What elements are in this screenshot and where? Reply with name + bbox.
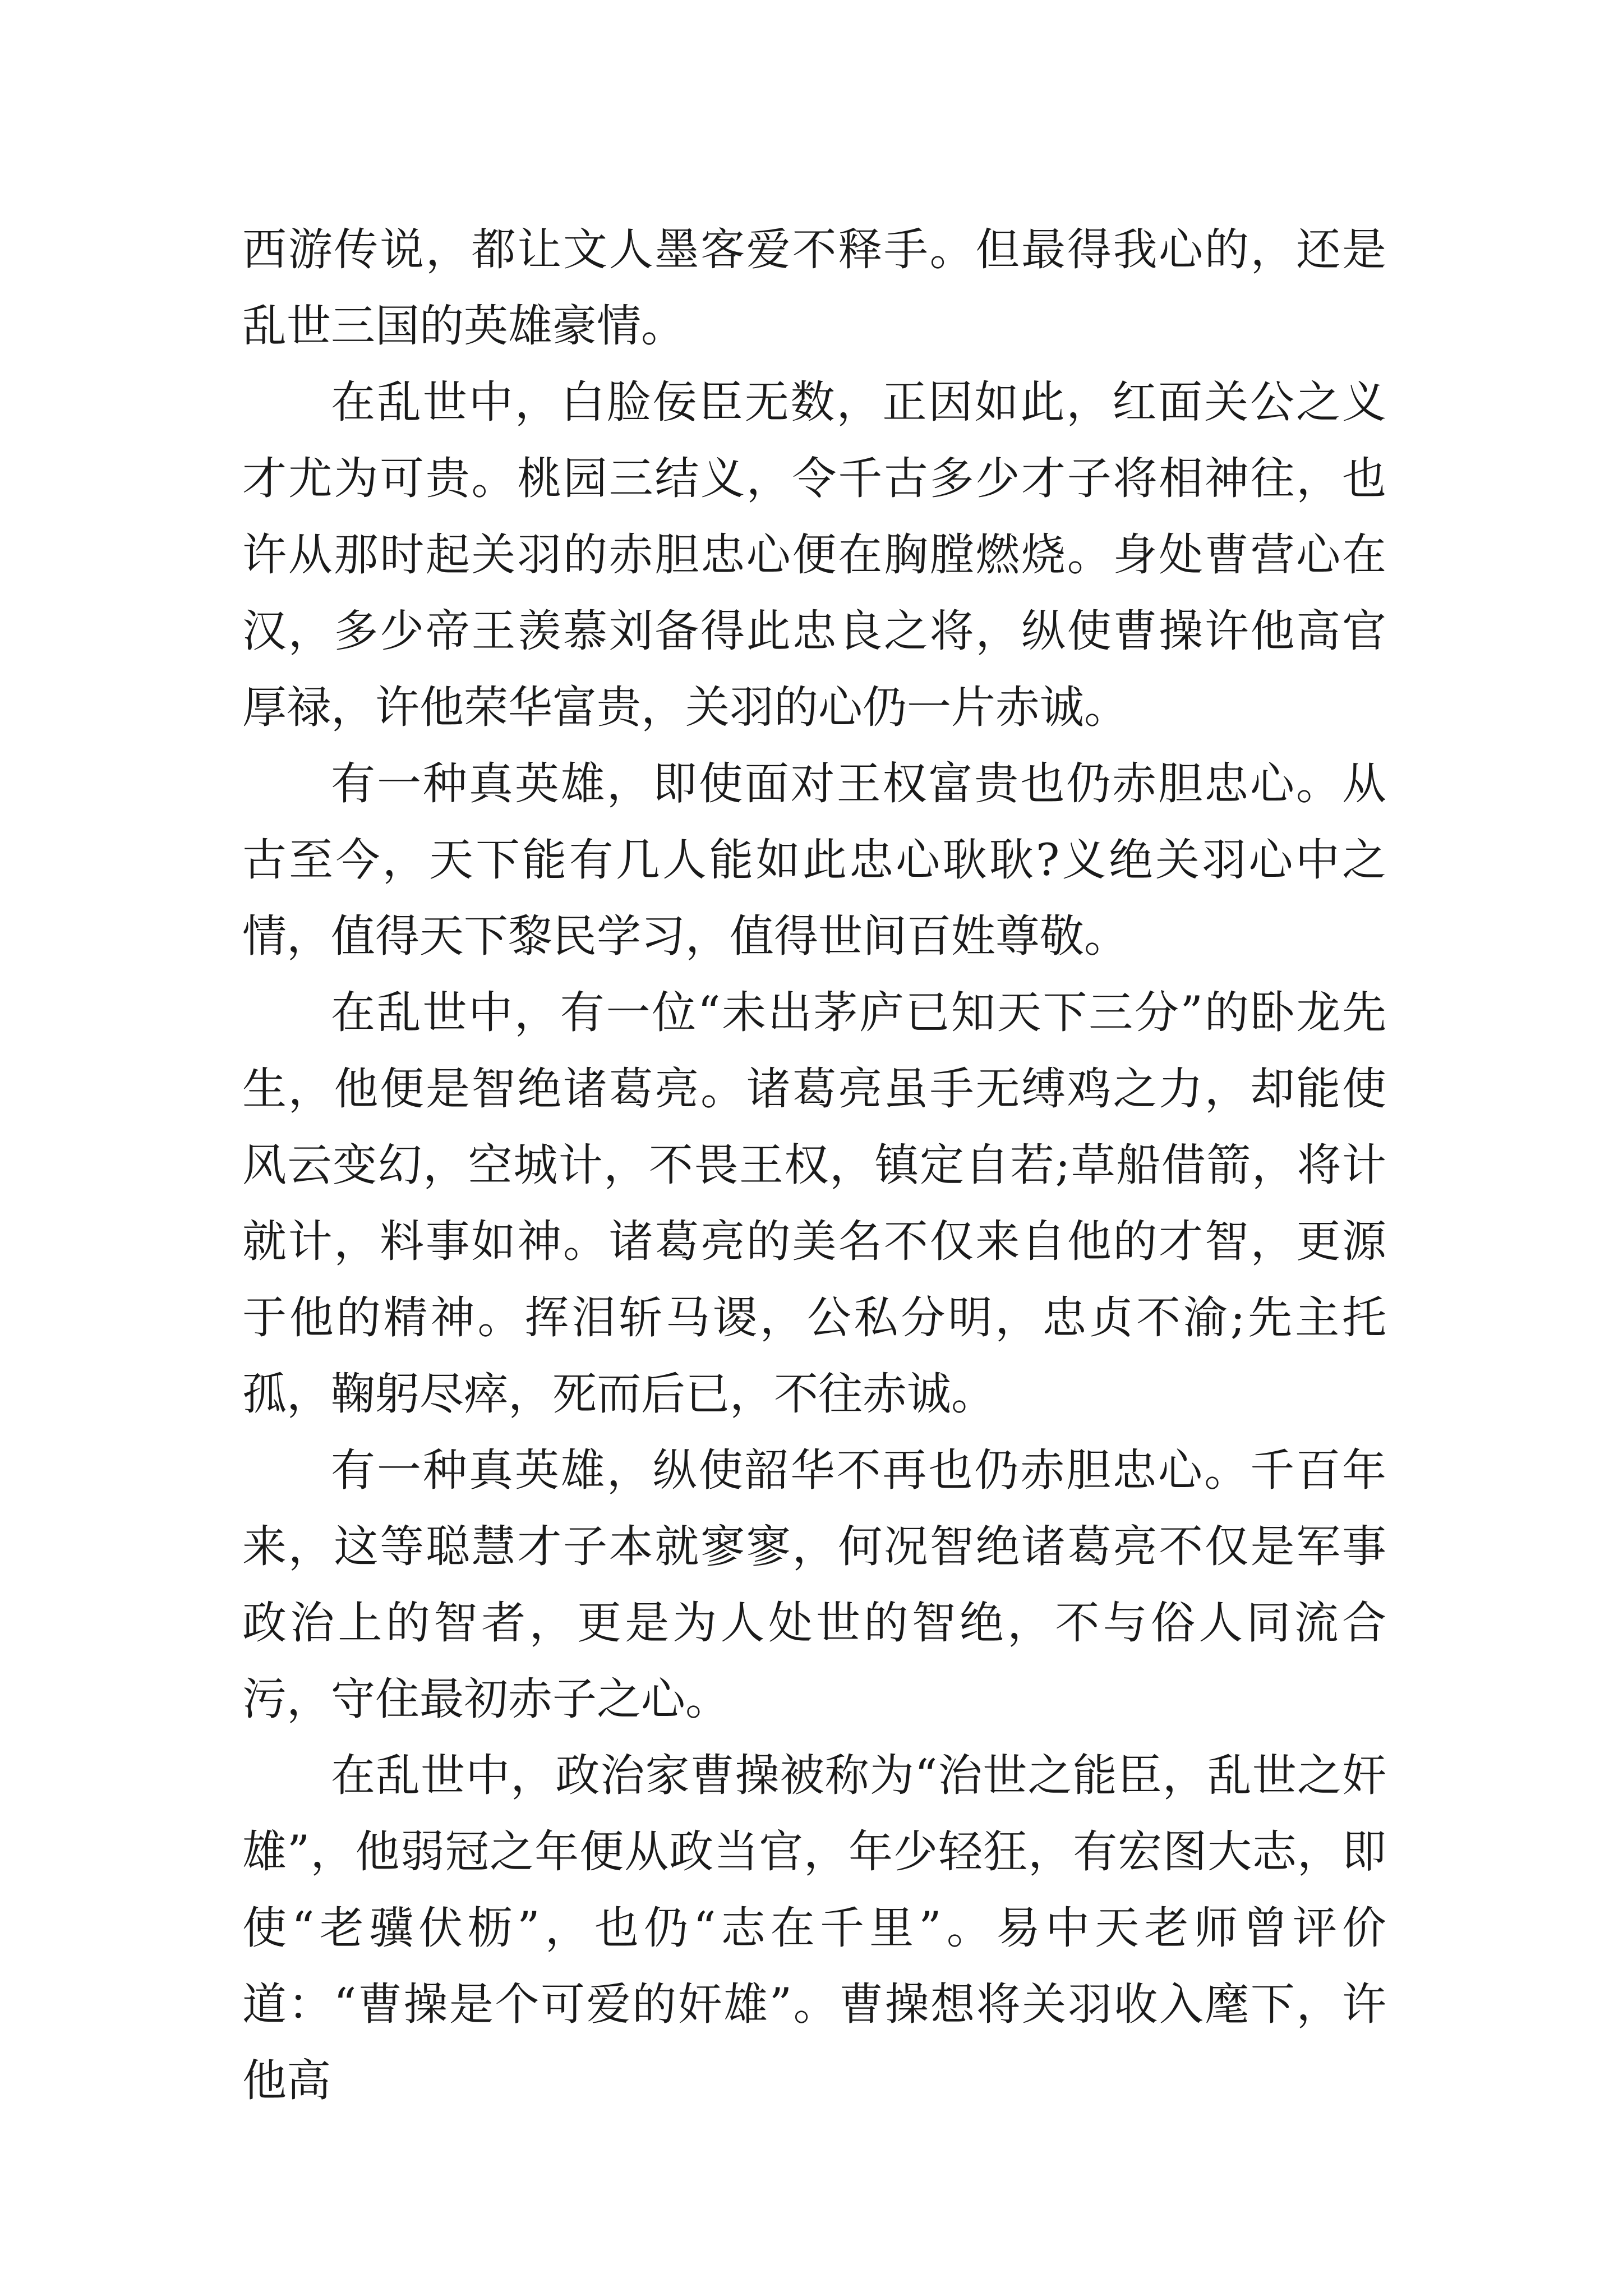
document-body xyxy=(242,211,1386,2119)
paragraph-4: 在乱世中，有一位“未出茅庐已知天下三分”的卧龙先生，他便是智绝诸葛亮。诸葛亮虽手无缚鸡之力，却能使风云变幻，空城计，不畏王权，镇定自若;草船借箭，将计就计，料事如神。诸葛亮的美名不仅来自他的才智，更源于他的精神。挥泪斩马谡，公私分明，忠贞不渝;先主托孤，鞠躬尽瘁，死而后已，不往赤诚。 xyxy=(242,987,1386,1420)
paragraph-5: 有一种真英雄，纵使韶华不再也仍赤胆忠心。千百年来，这等聪慧才子本就寥寥，何况智绝诸葛亮不仅是军事政治上的智者，更是为人处世的智绝，不与俗人同流合污，守住最初赤子之心。 xyxy=(242,1444,1386,1725)
paragraph-2: 在乱世中，白脸佞臣无数，正因如此，红面关公之义才尤为可贵。桃园三结义，令千古多少才子将相神往，也许从那时起关羽的赤胆忠心便在胸膛燃烧。身处曹营心在汉，多少帝王羡慕刘备得此忠良之将，纵使曹操许他高官厚禄，许他荣华富贵，关羽的心仍一片赤诚。 xyxy=(242,376,1386,733)
paragraph-6: 在乱世中，政治家曹操被称为“治世之能臣，乱世之奸雄”，他弱冠之年便从政当官，年少轻狂，有宏图大志，即使“老骥伏枥”，也仍“志在千里”。易中天老师曾评价道：“曹操是个可爱的奸雄”。曹操想将关羽收入麾下，许他高 xyxy=(242,1750,1386,2106)
paragraph-3: 有一种真英雄，即使面对王权富贵也仍赤胆忠心。从古至今，天下能有几人能如此忠心耿耿?义绝关羽心中之情，值得天下黎民学习，值得世间百姓尊敬。 xyxy=(242,758,1386,962)
paragraph-1: 西游传说，都让文人墨客爱不释手。但最得我心的，还是乱世三国的英雄豪情。 xyxy=(242,224,1386,352)
